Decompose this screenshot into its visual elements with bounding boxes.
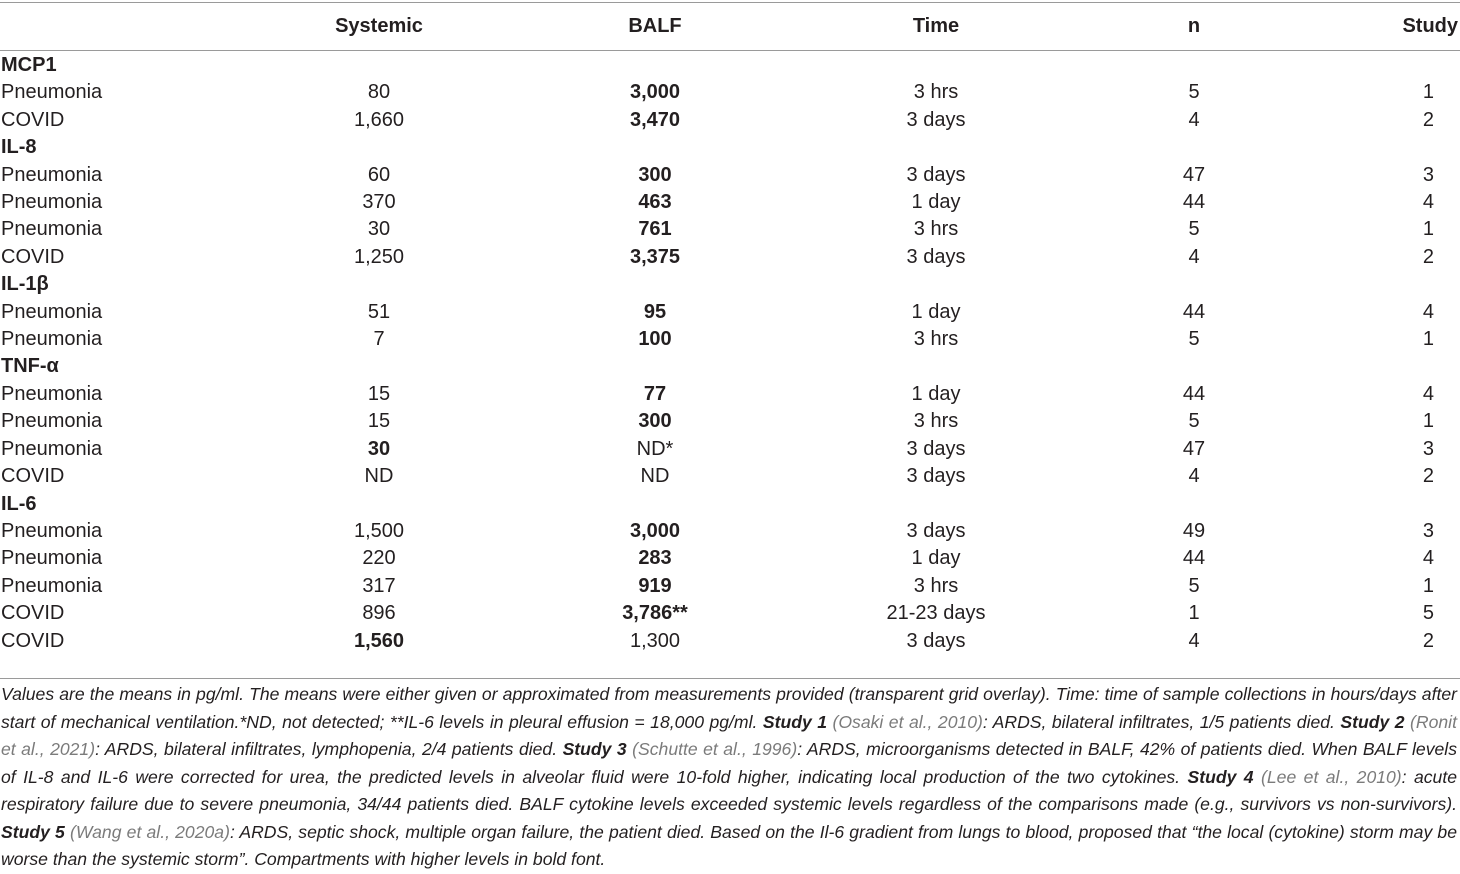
study-cell: 2	[1422, 465, 1434, 488]
footnote-text: : acute respiratory failure due to severe pneumonia, 34/44 patients died. BALF cytokine levels exceeded systemic levels regardless of the comparisons made (e.g., survivors vs non-survivors).	[1, 766, 1458, 814]
citation-link[interactable]: (Ronit et al., 2021)	[1, 711, 1457, 759]
group-row	[0, 134, 1460, 161]
time-cell: 3 days	[906, 245, 966, 268]
row-label-cell: COVID	[1, 629, 65, 652]
row-label-cell: Pneumonia	[1, 382, 103, 405]
group-label: IL-6	[1, 492, 37, 515]
group-label: MCP1	[1, 54, 57, 76]
table-row	[0, 299, 1460, 326]
systemic-cell: 1,250	[353, 245, 405, 268]
header-row	[0, 0, 1460, 52]
study-cell: 2	[1422, 629, 1434, 652]
table-row	[0, 463, 1460, 490]
study-cell: 4	[1422, 382, 1434, 405]
study-cell: 1	[1422, 81, 1434, 104]
row-label-cell: Pneumonia	[1, 437, 103, 460]
table-row	[0, 628, 1460, 655]
group-label: TNF-α	[1, 355, 59, 378]
row-label-cell: Pneumonia	[1, 547, 103, 570]
time-cell: 1 day	[911, 547, 961, 570]
systemic-cell: 317	[362, 574, 396, 597]
row-label-cell: Pneumonia	[1, 328, 103, 351]
table-bottom-rule	[0, 678, 1460, 679]
balf-cell: 463	[638, 191, 672, 214]
table-row	[0, 189, 1460, 216]
table-row	[0, 408, 1460, 435]
footnote-text: Values are the means in pg/ml. The means were either given or approximated from measurements provided (transparent grid overlay). Time: time of sample collections in hours/days after start of mechanical ventilation.*ND, not detected; **IL-6 levels in pleural effusion = 18,000 pg/ml.	[1, 684, 1457, 732]
citation-link[interactable]: (Schutte et al., 1996)	[632, 739, 798, 759]
time-cell: 3 hrs	[913, 328, 959, 351]
n-cell: 5	[1188, 81, 1200, 104]
balf-cell: 77	[643, 382, 667, 405]
study-cell: 1	[1422, 328, 1434, 351]
balf-cell: 3,470	[629, 108, 681, 131]
header-cell-n: n	[1187, 15, 1201, 37]
balf-cell: 3,000	[629, 519, 681, 542]
row-label-cell: Pneumonia	[1, 519, 103, 542]
study-label: Study 4	[1187, 766, 1254, 787]
n-cell: 4	[1188, 629, 1200, 652]
time-cell: 1 day	[911, 191, 961, 214]
time-cell: 3 days	[906, 629, 966, 652]
study-cell: 4	[1422, 300, 1434, 323]
time-cell: 3 hrs	[913, 574, 959, 597]
balf-cell: 3,375	[629, 245, 681, 268]
time-cell: 3 days	[906, 519, 966, 542]
n-cell: 44	[1182, 191, 1206, 214]
header-cell-systemic: Systemic	[335, 15, 423, 37]
balf-cell: ND*	[636, 437, 674, 460]
time-cell: 3 days	[906, 163, 966, 186]
systemic-cell: 51	[367, 300, 391, 323]
study-cell: 3	[1422, 519, 1434, 542]
systemic-cell: 80	[367, 81, 391, 104]
balf-cell: 1,300	[629, 629, 681, 652]
header-cell-label	[0, 0, 240, 52]
time-cell: 1 day	[911, 382, 961, 405]
study-cell: 4	[1422, 547, 1434, 570]
header-cell-time: Time	[912, 15, 960, 37]
table-row	[0, 436, 1460, 463]
citation-link[interactable]: (Wang et al., 2020a)	[70, 821, 230, 842]
group-row	[0, 353, 1460, 380]
balf-cell: 300	[638, 163, 672, 186]
row-label-cell: Pneumonia	[1, 410, 103, 433]
systemic-cell: 30	[367, 437, 391, 460]
n-cell: 5	[1188, 328, 1200, 351]
header-cell-study: Study	[1402, 15, 1458, 37]
table-row	[0, 600, 1460, 627]
row-label-cell: Pneumonia	[1, 218, 103, 241]
table-row	[0, 107, 1460, 134]
balf-cell: 761	[638, 218, 672, 241]
table-row	[0, 381, 1460, 408]
balf-cell: 3,786**	[622, 602, 688, 625]
group-label: IL-8	[1, 136, 37, 159]
row-label-cell: COVID	[1, 245, 65, 268]
study-cell: 2	[1422, 245, 1434, 268]
systemic-cell: 60	[367, 163, 391, 186]
table-row	[0, 79, 1460, 106]
study-label: Study 2	[1340, 711, 1405, 732]
table-row	[0, 518, 1460, 545]
citation-link[interactable]: (Osaki et al., 2010)	[832, 711, 983, 732]
n-cell: 5	[1188, 218, 1200, 241]
n-cell: 44	[1182, 382, 1206, 405]
balf-cell: 283	[638, 547, 672, 570]
footnote-text: : ARDS, bilateral infiltrates, lymphopenia, 2/4 patients died.	[95, 739, 563, 759]
systemic-cell: ND	[364, 465, 394, 488]
citation-link[interactable]: (Lee et al., 2010)	[1261, 766, 1402, 787]
table-row	[0, 326, 1460, 353]
group-row	[0, 52, 1460, 79]
table-row	[0, 573, 1460, 600]
study-cell: 2	[1422, 108, 1434, 131]
table-header	[0, 0, 1460, 52]
header-cell-balf: BALF	[628, 15, 682, 37]
time-cell: 3 hrs	[913, 81, 959, 104]
study-cell: 5	[1422, 602, 1434, 625]
balf-cell: 3,000	[629, 81, 681, 104]
footnote-text	[1254, 767, 1261, 787]
systemic-cell: 15	[367, 410, 391, 433]
time-cell: 3 days	[906, 465, 966, 488]
systemic-cell: 1,560	[353, 629, 405, 652]
systemic-cell: 370	[362, 191, 396, 214]
time-cell: 3 hrs	[913, 410, 959, 433]
n-cell: 47	[1182, 163, 1206, 186]
table-row	[0, 545, 1460, 572]
table-body	[0, 52, 1460, 655]
study-cell: 4	[1422, 191, 1434, 214]
row-label-cell: Pneumonia	[1, 191, 103, 214]
time-cell: 3 days	[906, 108, 966, 131]
footnote-text: : ARDS, septic shock, multiple organ failure, the patient died. Based on the Il-6 gradient from lungs to blood, proposed that “the local (cytokine) storm may be worse than the systemic storm”. Compartments with higher levels in bold font.	[1, 821, 1458, 869]
balf-cell: 919	[638, 574, 672, 597]
row-label-cell: Pneumonia	[1, 163, 103, 186]
study-cell: 3	[1422, 437, 1434, 460]
row-label-cell: Pneumonia	[1, 81, 103, 104]
n-cell: 44	[1182, 300, 1206, 323]
n-cell: 4	[1188, 108, 1200, 131]
systemic-cell: 1,500	[353, 519, 405, 542]
time-cell: 3 days	[906, 437, 966, 460]
systemic-cell: 30	[367, 218, 391, 241]
row-label-cell: Pneumonia	[1, 574, 103, 597]
balf-cell: 95	[643, 300, 667, 323]
n-cell: 5	[1188, 410, 1200, 433]
time-cell: 1 day	[911, 300, 961, 323]
group-row	[0, 271, 1460, 298]
study-cell: 1	[1422, 218, 1434, 241]
n-cell: 5	[1188, 574, 1200, 597]
study-cell: 1	[1422, 574, 1434, 597]
systemic-cell: 896	[362, 602, 396, 625]
table-footnote	[1, 681, 1457, 874]
footnote-text: : ARDS, microorganisms detected in BALF, 42% of patients died. When BALF levels of IL-8 and IL-6 were corrected for urea, the predicted levels in alveolar fluid were 10-fold higher, indicating local production of the two cytokines.	[1, 739, 1458, 787]
time-cell: 3 hrs	[913, 218, 959, 241]
row-label-cell: Pneumonia	[1, 300, 103, 323]
row-label-cell: COVID	[1, 465, 65, 488]
row-label-cell: COVID	[1, 602, 65, 625]
group-row	[0, 491, 1460, 518]
n-cell: 47	[1182, 437, 1206, 460]
systemic-cell: 7	[373, 328, 385, 351]
systemic-cell: 1,660	[353, 108, 405, 131]
footnote-text: : ARDS, bilateral infiltrates, 1/5 patients died.	[982, 711, 1341, 732]
balf-cell: 300	[638, 410, 672, 433]
study-label: Study 3	[562, 739, 627, 759]
table-row	[0, 162, 1460, 189]
systemic-cell: 15	[367, 382, 391, 405]
table-row	[0, 216, 1460, 243]
row-label-cell: COVID	[1, 108, 65, 131]
n-cell: 4	[1188, 465, 1200, 488]
systemic-cell: 220	[362, 547, 396, 570]
group-label: IL-1β	[1, 273, 49, 296]
n-cell: 4	[1188, 245, 1200, 268]
time-cell: 21-23 days	[886, 602, 986, 625]
study-cell: 3	[1422, 163, 1434, 186]
study-cell: 1	[1422, 410, 1434, 433]
study-label: Study 1	[762, 711, 827, 732]
study-label: Study 5	[1, 821, 65, 842]
table-row	[0, 244, 1460, 271]
balf-cell: 100	[638, 328, 672, 351]
n-cell: 49	[1182, 519, 1206, 542]
n-cell: 44	[1182, 547, 1206, 570]
n-cell: 1	[1188, 602, 1200, 625]
balf-cell: ND	[640, 465, 670, 488]
